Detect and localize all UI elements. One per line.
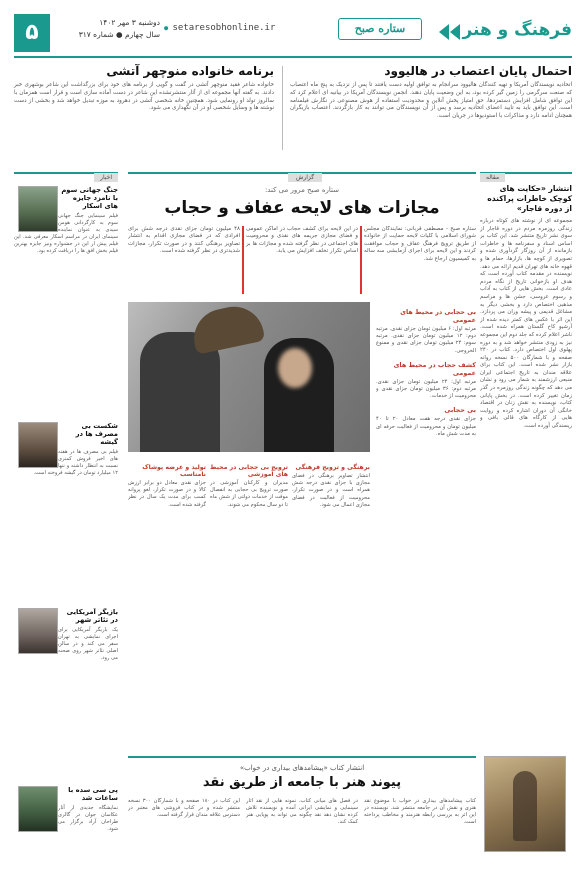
sub-heading: ترویج بی حجابی در محیط های آموزشی	[210, 464, 288, 478]
sub-body: مدیران و کارکنان آموزشی در صورت ترویج بی حجابی به انفصال موقت از خدمات دولتی از شش ماه تا دو سال محکوم می شوند.	[210, 480, 288, 508]
report-header	[128, 172, 476, 294]
news-item	[14, 422, 118, 572]
news-item	[14, 608, 118, 758]
sub-column-1	[292, 460, 370, 750]
news-body: فیلم بی مصرف ها در هفته های اخیر فروش کمتری نسبت به انتظار داشته و تنها ۱۲ میلیارد تومان در گیشه فروخته است.	[33, 449, 118, 476]
right-column	[480, 172, 572, 852]
news-body: فیلم سینمایی جنگ جهانی سوم به کارگردانی هومن سیدی به عنوان نماینده سینمای ایران در مراسم اسکار معرفی شد. این فیلم پیش از این در جشنواره ونیز جایزه بهترین فیلم بخش افق ها را دریافت کرده بود.	[14, 213, 118, 254]
date-line: دوشنبه ۳ مهر ۱۴۰۲	[99, 18, 160, 27]
review-col: این کتاب در ۱۸۰ صفحه و با شمارگان ۳۰۰ نسخه منتشر شده و در کتاب فروشی های معتبر در دسترس علاقه مندان قرار گرفته است.	[128, 798, 240, 818]
newspaper-logo: ستاره صبح	[338, 18, 422, 40]
divider	[282, 66, 283, 150]
site-url[interactable]: ● setaresobhonline.ir	[164, 23, 275, 33]
sub-heading: برهنگی و ترویج فرهنگی	[295, 464, 370, 471]
headline: احتمال پایان اعتصاب در هالیوود	[384, 64, 572, 78]
sub-body: انتشار تصاویر برهنگی در فضای مجازی با جزای نقدی درجه شش همراه است و در صورت تکرار، محرومیت از فعالیت در فضای مجازی اعمال می شود.	[292, 473, 370, 508]
sub-column-3	[128, 460, 206, 750]
news-photo	[18, 422, 58, 468]
news-body: یک بازیگر آمریکایی برای اجرای نمایشی به تهران سفر می کند و در سالن اصلی تئاتر شهر روی صحنه می رود.	[58, 627, 118, 661]
list-heading: بی حجابی	[444, 406, 476, 415]
main-photo	[128, 302, 370, 452]
lead-col-2	[246, 226, 358, 296]
lead-text: ۴۸ میلیون تومان جزای نقدی درجه شش برای افرادی که در فضای مجازی اقدام به انتشار تصاویر برهنگی کنند و در صورت تکرار، مجازات شدیدتری در نظر گرفته شده است.	[128, 226, 240, 255]
headline: پیوند هنر با جامعه از طریق نقد	[202, 775, 402, 790]
main-headline: مجازات های لایحه عفاف و حجاب	[164, 198, 440, 218]
top-story-atashi	[14, 64, 274, 152]
list-item: مرتبه اول: ۲۴ میلیون تومان جزای نقدی. مرتبه دوم: ۳۶ میلیون تومان جزای نقدی و محرومیت از خدمات.	[376, 378, 476, 400]
review-col: کتاب پیشامدهای بیداری در خواب با موضوع نقد هنری و نقش آن در جامعه منتشر شد. نویسنده در این اثر به بررسی رابطه هنرمند و مخاطب پرداخته است.	[364, 798, 476, 825]
news-item	[14, 786, 118, 854]
sub-column-2	[210, 460, 288, 750]
book-review	[128, 756, 476, 852]
sub-body: جزای نقدی معادل دو برابر ارزش کالا و در صورت تکرار، لغو پروانه کسب برای مدت یک سال در نظر گرفته شده است.	[128, 480, 206, 508]
lead-col-3	[128, 226, 240, 296]
report-tag: گزارش	[288, 173, 322, 182]
review-col: در فصل های میانی کتاب، نمونه هایی از نقد آثار سینمایی و نمایشی ایرانی آمده و نویسنده تلاش کرده نشان دهد نقد چگونه می تواند به پویایی هنر کمک کند.	[246, 798, 358, 825]
lead-col-1	[364, 226, 476, 296]
column-tag: اخبار	[94, 173, 118, 182]
news-photo	[18, 186, 58, 232]
lead-text: در این لایحه برای کشف حجاب در اماکن عمومی و فضای مجازی جریمه های نقدی و محرومیت های اجتماعی در نظر گرفته شده و مجازات ها بر اساس تکرار تخلف افزایش می یابد.	[246, 226, 358, 255]
article-body: خانواده شاعر فقید منوچهر آتشی در گفت و گویی از برنامه های خود برای بزرگداشت این شاعر بوشهری خبر دادند. به گفته آنها مجموعه ای از آثار منتشرنشده این شاعر در دست آماده سازی است و قرار است همزمان با سالروز تولد او رونمایی شود. همچنین خانه شخصی آتشی در دهرود به موزه تبدیل خواهد شد و بخشی از دست نوشته ها و وسایل شخصی او در آن نگهداری می شود.	[14, 82, 274, 112]
divider	[242, 226, 244, 294]
news-photo	[18, 608, 58, 654]
list-item: مرتبه اول: ۶ میلیون تومان جزای نقدی. مرتبه دوم: ۱۲ میلیون تومان جزای نقدی. مرتبه سوم: ۲۴ میلیون تومان جزای نقدی و ممنوع الخروجی.	[376, 326, 476, 354]
main-report	[128, 172, 476, 750]
headline: جنگ جهانی سوم با نامزد جایزه های اسکار	[61, 186, 118, 210]
column-tag: مقاله	[480, 173, 505, 182]
masthead	[14, 14, 572, 58]
penalty-list	[376, 302, 476, 750]
list-item: جزای نقدی درجه هفت معادل ۲۰ تا ۴۰ میلیون تومان و محرومیت از فعالیت حرفه ای به مدت شش ماه.	[376, 416, 476, 437]
lead-text: ستاره صبح - مصطفی قربانی: نمایندگان مجلس شورای اسلامی با کلیات لایحه حمایت از خانواده از طریق ترویج فرهنگ عفاف و حجاب موافقت کردند و این لایحه برای اجرای آزمایشی سه ساله به کمیسیون ارجاع شد.	[364, 226, 476, 262]
archive-photo	[484, 756, 566, 852]
news-photo	[18, 786, 58, 832]
article-body: مجموعه ای از نوشته های کوتاه درباره زندگی روزمره مردم در دوره قاجار از سوی نشر تاریخ منتشر شد. این کتاب بر اساس اسناد و سفرنامه ها و خاطرات بازمانده از آن روزگار گردآوری شده و تصویری از کوچه ها، بازارها، حمام ها و قهوه خانه های تهران قدیم ارائه می دهد. نویسنده در مقدمه کتاب آورده است که هدف او بازخوانی تاریخ از نگاه مردم عادی است. بخش هایی از کتاب به آداب و رسوم عروسی، جشن ها و مراسم مذهبی اختصاص دارد و بخشی دیگر به مشاغل قدیمی و پیشه وران می پردازد. این اثر با عکس های کمتر دیده شده از آرشیو کاخ گلستان همراه شده است. ناشر اعلام کرده که جلد دوم این مجموعه نیز به زودی منتشر خواهد شد و به دوره پهلوی اول اختصاص دارد. کتاب در ۲۴۰ صفحه و با شمارگان ۵۰۰ نسخه روانه بازار نشر شده است. این کتاب برای علاقه مندان به تاریخ اجتماعی ایران منبعی ارزشمند به شمار می رود و نشان می دهد که چگونه زندگی روزمره در گذر زمان تغییر کرده است. در بخش پایانی کتاب، نویسنده به نقش زنان در اقتصاد خانگی آن دوران اشاره کرده و روایت هایی از کارگاه های قالی بافی و ریسندگی آورده است.	[480, 218, 572, 430]
news-item	[14, 186, 118, 376]
section-title: فرهنگ و هنر	[462, 20, 572, 40]
kicker: انتشار کتاب «پیشامدهای بیداری در خواب»	[239, 764, 365, 772]
news-body: نمایشگاه جدیدی از آثار عکاسان جوان در گالری طراحان آزاد برگزار می شود.	[58, 805, 118, 832]
headline: پی سی سده با ساعات شد	[68, 786, 118, 802]
date-block	[56, 17, 160, 41]
arrow-icon	[439, 24, 460, 40]
headline: برنامه خانواده منوچهر آتشی	[106, 64, 274, 78]
issue-line: سال چهارم ● شماره ۳۱۷	[78, 30, 160, 39]
list-heading: کشف حجاب در محیط های عمومی	[393, 360, 476, 377]
page-number: ۵	[14, 14, 50, 52]
kicker: ستاره صبح مرور می کند:	[264, 186, 340, 194]
headline: بازیگر آمریکایی در تئاتر شهر	[66, 608, 118, 624]
top-story-hollywood	[290, 64, 572, 152]
list-heading: بی حجابی در محیط های عمومی	[400, 308, 476, 324]
left-column	[14, 172, 118, 852]
article-body: اتحادیه نویسندگان آمریکا و تهیه کنندگان هالیوود سرانجام به توافق اولیه دست یافتند تا پس از نزدیک به پنج ماه اعتصاب که صنعت سرگرمی را زمین گیر کرده بود، به این وضعیت پایان دهند. انجمن نویسندگان آمریکا در بیانیه ای اعلام کرد که این توافق شامل افزایش دستمزدها، حق امتیاز پخش آنلاین و محدودیت استفاده از هوش مصنوعی در نگارش فیلمنامه است. این توافق باید به تایید اعضای اتحادیه برسد و پس از آن نویسندگان می توانند به کار بازگردند. اعتصاب بازیگران همچنان ادامه دارد و مذاکرات با استودیوها در جریان است.	[290, 82, 572, 120]
divider	[360, 226, 362, 294]
headline: شکست بی مصرف ها در گیشه	[75, 422, 118, 446]
review-columns	[128, 798, 476, 854]
sub-heading: تولید و عرضه پوشاک نامناسب	[142, 464, 206, 478]
headline: انتشار «حکایت های کوچک خاطرات پراکنده از دوره قاجار»	[487, 184, 572, 213]
